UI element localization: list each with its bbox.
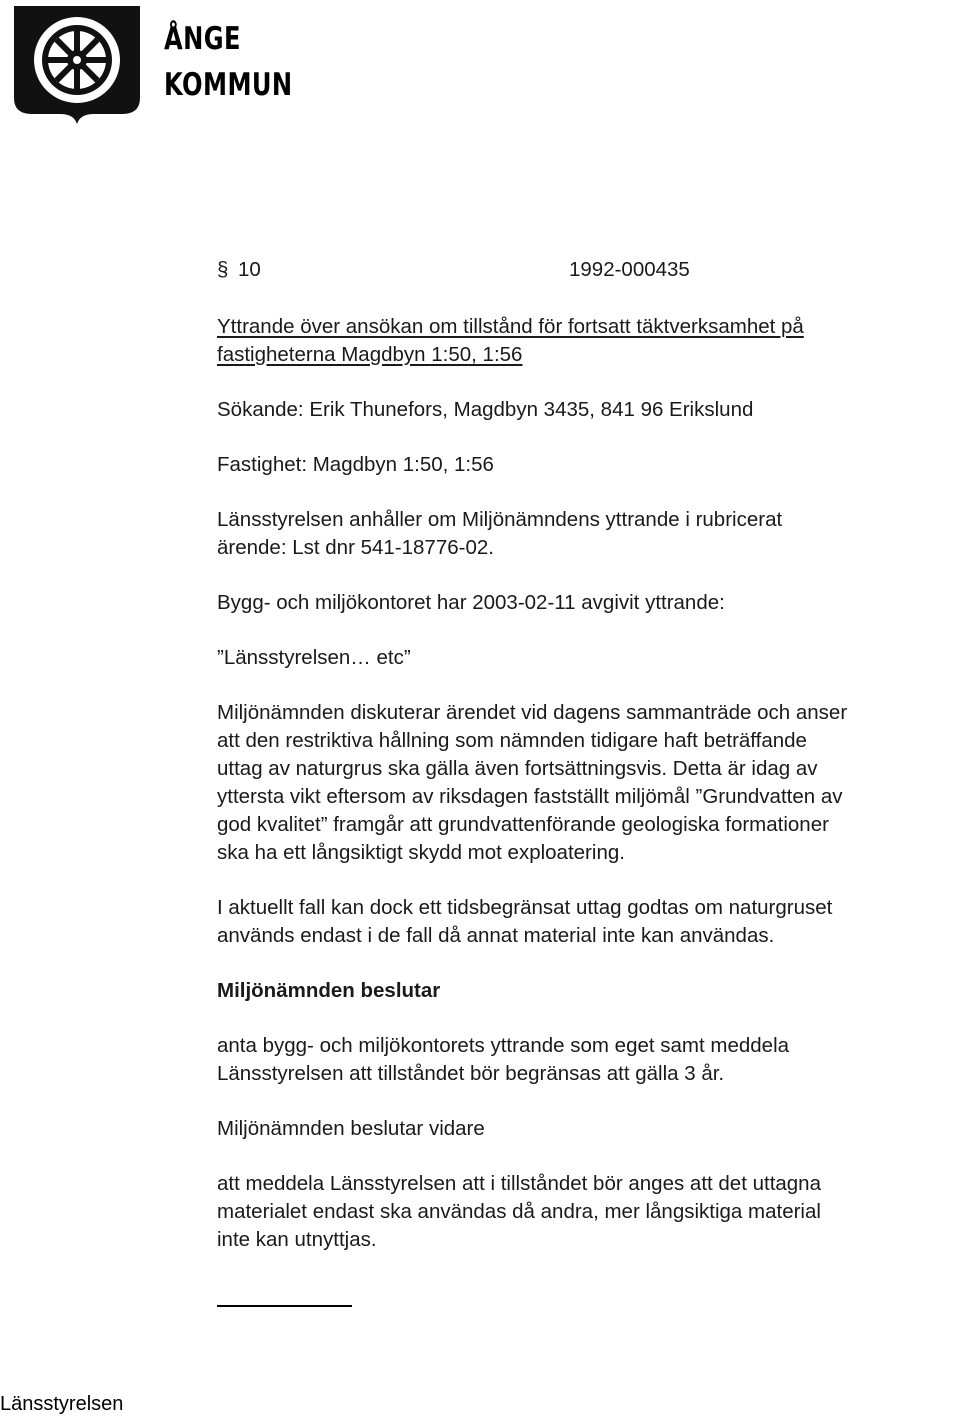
wheel-emblem-icon	[8, 2, 148, 126]
current-case-line: I aktuellt fall kan dock ett tidsbegränsat uttag godtas om naturgruset	[217, 896, 833, 919]
further-decision-paragraph	[217, 1170, 960, 1254]
further-decision-line: inte kan utnyttjas.	[217, 1228, 377, 1251]
decision-line: anta bygg- och miljökontorets yttrande som eget samt meddela	[217, 1034, 790, 1057]
case-number: 1992-000435	[569, 258, 690, 281]
subject-heading	[217, 313, 960, 369]
subject-line: fastigheterna Magdbyn 1:50, 1:56	[217, 343, 523, 366]
property: Fastighet: Magdbyn 1:50, 1:56	[217, 453, 494, 476]
further-decision-heading: Miljönämnden beslutar vidare	[217, 1117, 485, 1140]
logo-line-2: KOMMUN	[164, 67, 293, 103]
current-case-line: används endast i de fall då annat material inte kan användas.	[217, 924, 775, 947]
logo-line-1: ÅNGE	[164, 21, 241, 57]
request-line: Länsstyrelsen anhåller om Miljönämndens yttrande i rubricerat	[217, 508, 783, 531]
paragraph-number: 10	[238, 258, 261, 281]
subject-line: Yttrande över ansökan om tillstånd för fortsatt täktverksamhet på	[217, 315, 804, 338]
signature-line	[217, 1305, 352, 1307]
minutes-content	[217, 256, 960, 1281]
decision-line: Länsstyrelsen att tillståndet bör begränsas att gälla 3 år.	[217, 1062, 725, 1085]
quote: ”Länsstyrelsen… etc”	[217, 646, 411, 669]
current-case-paragraph	[217, 894, 960, 950]
decision-heading: Miljönämnden beslutar	[217, 979, 441, 1002]
office-statement: Bygg- och miljökontoret har 2003-02-11 avgivit yttrande:	[217, 591, 725, 614]
discussion-paragraph	[217, 699, 960, 867]
decision-paragraph	[217, 1032, 960, 1088]
section-header	[217, 256, 960, 284]
further-decision-line: materialet endast ska användas då andra, mer långsiktiga material	[217, 1200, 821, 1223]
request-paragraph	[217, 506, 960, 562]
discussion-line: att den restriktiva hållning som nämnden tidigare haft beträffande	[217, 729, 807, 752]
discussion-line: uttag av naturgrus ska gälla även fortsättningsvis. Detta är idag av	[217, 757, 818, 780]
discussion-line: Miljönämnden diskuterar ärendet vid dagens sammanträde och anser	[217, 701, 848, 724]
further-decision-line: att meddela Länsstyrelsen att i tillståndet bör anges att det uttagna	[217, 1172, 821, 1195]
discussion-line: yttersta vikt eftersom av riksdagen fastställt miljömål ”Grundvatten av	[217, 785, 843, 808]
distribution-recipient: Länsstyrelsen	[0, 1393, 124, 1415]
applicant: Sökande: Erik Thunefors, Magdbyn 3435, 841 96 Erikslund	[217, 398, 754, 421]
municipality-logo	[8, 2, 298, 126]
paragraph-sign: §	[217, 258, 229, 281]
discussion-line: god kvalitet” framgår att grundvattenförande geologiska formationer	[217, 813, 829, 836]
logo-wordmark	[164, 21, 293, 103]
discussion-line: ska ha ett långsiktigt skydd mot exploatering.	[217, 841, 625, 864]
request-line: ärende: Lst dnr 541-18776-02.	[217, 536, 494, 559]
